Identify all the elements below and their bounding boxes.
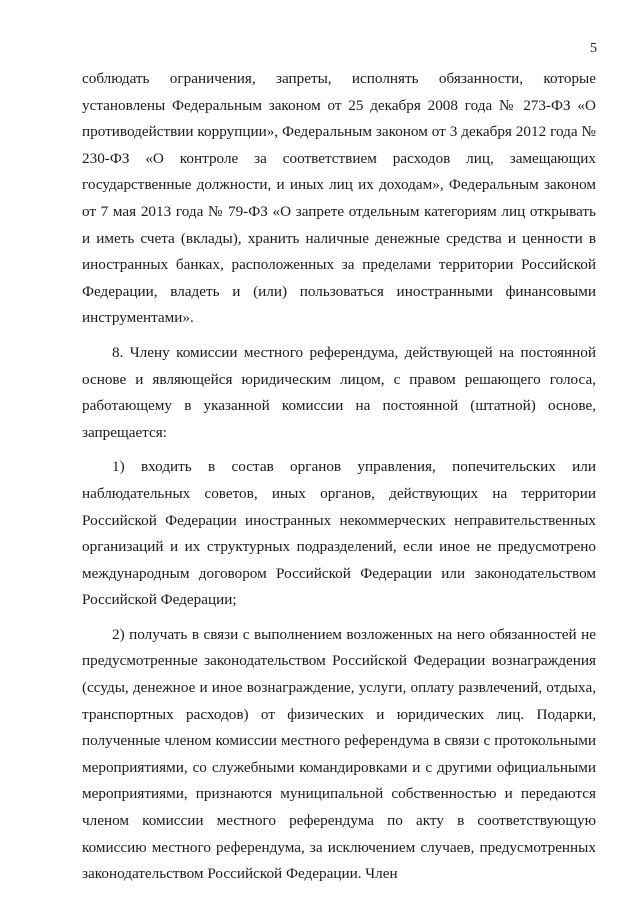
paragraph-continuation: соблюдать ограничения, запреты, исполнять обязанности, которые установлены Федеральным законом от 25 декабря 2008 года № 273-ФЗ «О противодействии коррупции», Федеральным законом от 3 декабря 2012 года № 230-ФЗ «О контроле за соответствием расходов лиц, замещающих государственные должности, и иных лиц их доходам», Федеральным законом от 7 мая 2013 года № 79-ФЗ «О запрете отдельным категориям лиц открывать и иметь счета (вклады), хранить наличные денежные средства и ценности в иностранных банках, расположенных за пределами территории Российской Федерации, владеть и (или) пользоваться иностранными финансовыми инструментами». — [82, 70, 596, 327]
paragraph-subitem-2: 2) получать в связи с выполнением возложенных на него обязанностей не предусмотренные законодательством Российской Федерации вознаграждения (ссуды, денежное и иное вознаграждение, услуги, оплату развлечений, отдыха, транспортных расходов) от физических и юридических лиц. Подарки, полученные членом комиссии местного референдума в связи с протокольными мероприятиями, со служебными командировками и с другими официальными мероприятиями, признаются муниципальной собственностью и передаются членом комиссии местного референдума по акту в соответствующую комиссию местного референдума, за исключением случаев, предусмотренных законодательством Российской Федерации. Член — [82, 625, 596, 883]
paragraph-subitem-1: 1) входить в состав органов управления, попечительских или наблюдательных советов, иных органов, действующих на территории Российской Федерации иностранных некоммерческих неправительственных организаций и их структурных подразделений, если иное не предусмотрено международным договором Российской Федерации или законодательством Российской Федерации; — [82, 458, 596, 609]
paragraph-item-8: 8. Члену комиссии местного референдума, действующей на постоянной основе и являющейся юридическим лицом, с правом решающего голоса, работающему в указанной комиссии на постоянной (штатной) основе, запрещается: — [82, 343, 596, 441]
page-number: 5 — [590, 41, 597, 56]
document-body — [82, 66, 596, 888]
